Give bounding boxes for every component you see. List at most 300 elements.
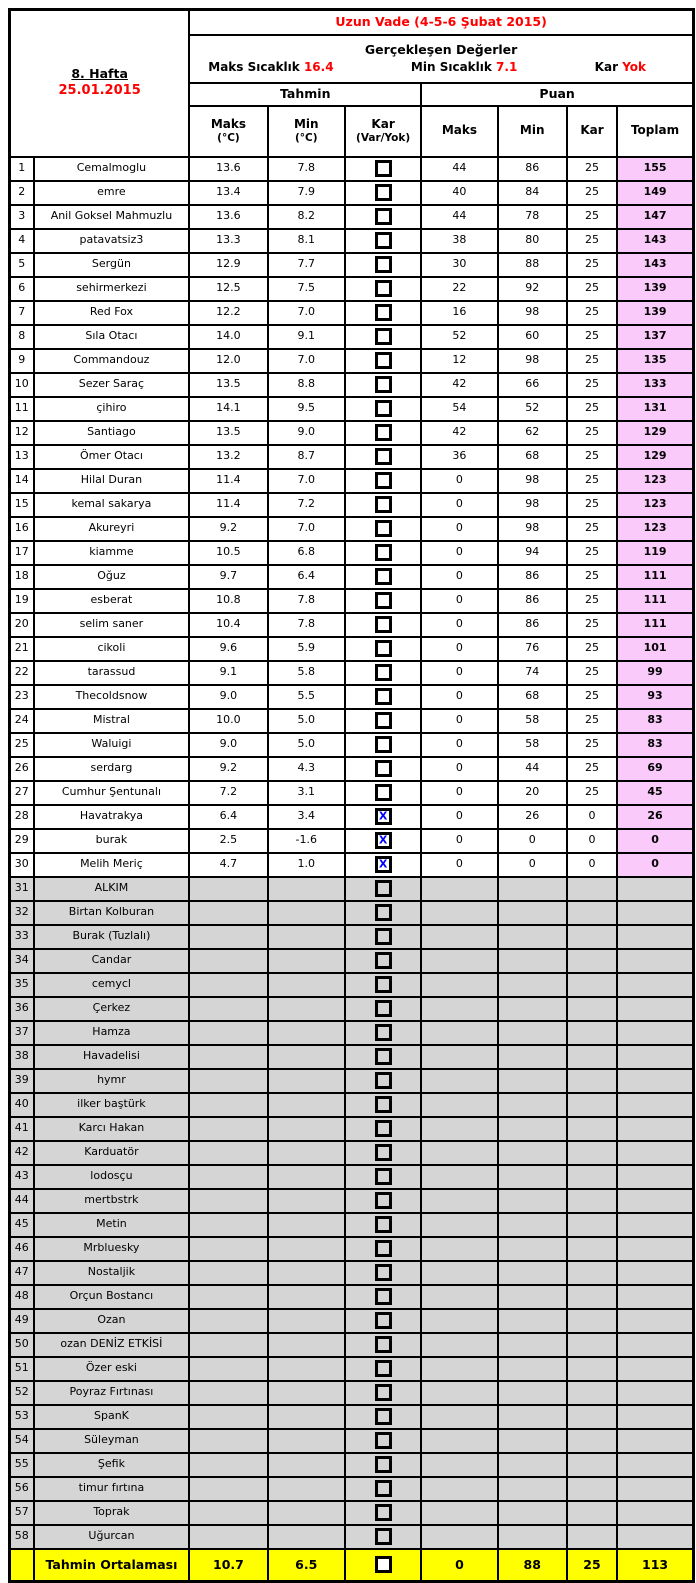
score-min-cell: 52 <box>498 397 567 421</box>
forecast-kar-cell <box>345 901 421 925</box>
kar-checkbox[interactable] <box>375 1096 392 1113</box>
kar-checkbox[interactable] <box>375 1072 392 1089</box>
col-header-forecast-maks: Maks (°C) <box>189 106 267 157</box>
table-row <box>10 709 694 733</box>
kar-checkbox[interactable] <box>375 1192 392 1209</box>
kar-checkbox[interactable] <box>375 1408 392 1425</box>
kar-checkbox[interactable] <box>375 952 392 969</box>
week-label: 8. Hafta <box>71 66 128 82</box>
forecast-maks-cell <box>189 1261 267 1285</box>
kar-checkbox[interactable] <box>375 760 392 777</box>
player-name-cell: Karduatör <box>34 1141 190 1165</box>
kar-checkbox[interactable] <box>375 1288 392 1305</box>
forecast-maks-cell <box>189 1093 267 1117</box>
toplam-cell <box>617 1141 693 1165</box>
forecast-kar-cell <box>345 517 421 541</box>
score-kar-cell <box>567 1453 617 1477</box>
forecast-kar-cell <box>345 733 421 757</box>
score-min-cell: 44 <box>498 757 567 781</box>
score-kar-cell: 25 <box>567 445 617 469</box>
score-min-cell: 86 <box>498 589 567 613</box>
score-kar-cell <box>567 1141 617 1165</box>
score-maks-cell: 0 <box>421 757 497 781</box>
rank-cell: 7 <box>10 301 34 325</box>
score-kar-cell <box>567 1021 617 1045</box>
score-kar-cell: 25 <box>567 685 617 709</box>
table-row <box>10 349 694 373</box>
toplam-cell: 83 <box>617 733 693 757</box>
actual-kar-value: Yok <box>622 60 646 75</box>
score-min-cell: 98 <box>498 301 567 325</box>
toplam-cell <box>617 1189 693 1213</box>
kar-checkbox[interactable] <box>375 640 392 657</box>
table-row <box>10 421 694 445</box>
kar-checkbox[interactable] <box>375 1240 392 1257</box>
table-row <box>10 877 694 901</box>
toplam-cell: 111 <box>617 565 693 589</box>
toplam-cell <box>617 1309 693 1333</box>
forecast-min-cell <box>268 1285 345 1309</box>
score-min-cell: 98 <box>498 469 567 493</box>
group-header-puan: Puan <box>421 83 693 106</box>
forecast-maks-cell: 9.1 <box>189 661 267 685</box>
kar-checkbox[interactable] <box>375 1264 392 1281</box>
forecast-kar-cell <box>345 493 421 517</box>
forecast-min-cell: 7.0 <box>268 469 345 493</box>
player-name-cell: Commandouz <box>34 349 190 373</box>
kar-checkbox[interactable] <box>375 928 392 945</box>
rank-cell: 15 <box>10 493 34 517</box>
forecast-min-cell: 1.0 <box>268 853 345 877</box>
toplam-cell <box>617 1405 693 1429</box>
kar-checkbox[interactable] <box>375 736 392 753</box>
group-header-tahmin: Tahmin <box>189 83 421 106</box>
forecast-kar-cell <box>345 1309 421 1333</box>
forecast-min-cell <box>268 1117 345 1141</box>
score-maks-cell <box>421 1213 497 1237</box>
forecast-min-cell <box>268 1477 345 1501</box>
toplam-cell <box>617 1045 693 1069</box>
forecast-maks-cell: 12.9 <box>189 253 267 277</box>
kar-checkbox[interactable] <box>375 520 392 537</box>
score-kar-cell: 25 <box>567 205 617 229</box>
forecast-min-cell <box>268 925 345 949</box>
score-maks-cell <box>421 1525 497 1549</box>
kar-checkbox[interactable] <box>375 976 392 993</box>
rank-cell: 29 <box>10 829 34 853</box>
toplam-cell: 143 <box>617 253 693 277</box>
toplam-cell: 101 <box>617 637 693 661</box>
actuals-title: Gerçekleşen Değerler <box>364 41 518 57</box>
score-min-cell: 94 <box>498 541 567 565</box>
toplam-cell <box>617 1501 693 1525</box>
rank-cell: 34 <box>10 949 34 973</box>
forecast-maks-cell: 9.2 <box>189 757 267 781</box>
score-kar-cell: 25 <box>567 733 617 757</box>
score-min-cell <box>498 901 567 925</box>
toplam-cell <box>617 973 693 997</box>
kar-checkbox[interactable] <box>375 1480 392 1497</box>
score-maks-cell <box>421 997 497 1021</box>
toplam-cell: 135 <box>617 349 693 373</box>
forecast-kar-cell <box>345 853 421 877</box>
rank-cell: 56 <box>10 1477 34 1501</box>
player-name-cell: Şefik <box>34 1453 190 1477</box>
score-min-cell <box>498 1069 567 1093</box>
table-row <box>10 829 694 853</box>
score-min-cell <box>498 1021 567 1045</box>
player-name-cell: Melih Meriç <box>34 853 190 877</box>
kar-checkbox[interactable] <box>375 1384 392 1401</box>
forecast-maks-cell: 13.6 <box>189 157 267 181</box>
score-min-cell: 98 <box>498 349 567 373</box>
forecast-maks-cell: 12.0 <box>189 349 267 373</box>
rank-cell: 2 <box>10 181 34 205</box>
kar-checkbox[interactable] <box>375 544 392 561</box>
forecast-kar-cell <box>345 877 421 901</box>
table-row <box>10 157 694 181</box>
score-maks-cell <box>421 1045 497 1069</box>
forecast-kar-cell <box>345 1165 421 1189</box>
score-maks-cell: 0 <box>421 637 497 661</box>
kar-checkbox[interactable] <box>375 1528 392 1545</box>
col-header-score-kar: Kar <box>567 106 617 157</box>
forecast-maks-cell: 10.4 <box>189 613 267 637</box>
toplam-cell: 131 <box>617 397 693 421</box>
kar-checkbox[interactable] <box>375 1216 392 1233</box>
kar-checkbox[interactable] <box>375 1336 392 1353</box>
score-maks-cell: 0 <box>421 493 497 517</box>
kar-checkbox[interactable] <box>375 904 392 921</box>
forecast-kar-cell <box>345 1357 421 1381</box>
rank-cell: 47 <box>10 1261 34 1285</box>
table-row <box>10 1093 694 1117</box>
forecast-maks-cell: 13.3 <box>189 229 267 253</box>
kar-checkbox[interactable] <box>375 808 392 825</box>
kar-checkbox[interactable] <box>375 856 392 873</box>
toplam-cell: 119 <box>617 541 693 565</box>
kar-checkbox[interactable] <box>375 1360 392 1377</box>
kar-checkbox[interactable] <box>375 280 392 297</box>
kar-checkbox[interactable] <box>375 304 392 321</box>
player-name-cell: cikoli <box>34 637 190 661</box>
forecast-min-cell: 7.5 <box>268 277 345 301</box>
score-kar-cell <box>567 997 617 1021</box>
forecast-maks-cell: 13.5 <box>189 421 267 445</box>
kar-checkbox[interactable] <box>375 1556 392 1573</box>
kar-x-mark: X <box>378 857 388 871</box>
forecast-min-cell: 7.0 <box>268 349 345 373</box>
score-kar-cell <box>567 973 617 997</box>
table-row <box>10 517 694 541</box>
kar-checkbox[interactable] <box>375 1144 392 1161</box>
average-forecast-min: 6.5 <box>268 1549 345 1582</box>
forecast-kar-cell <box>345 397 421 421</box>
score-kar-cell: 25 <box>567 517 617 541</box>
table-row <box>10 757 694 781</box>
toplam-cell <box>617 877 693 901</box>
average-forecast-maks: 10.7 <box>189 1549 267 1582</box>
kar-checkbox[interactable] <box>375 448 392 465</box>
table-row <box>10 853 694 877</box>
rank-cell: 52 <box>10 1381 34 1405</box>
kar-checkbox[interactable] <box>375 1456 392 1473</box>
rank-cell: 24 <box>10 709 34 733</box>
player-name-cell: ilker baştürk <box>34 1093 190 1117</box>
player-name-cell: Anil Goksel Mahmuzlu <box>34 205 190 229</box>
score-kar-cell: 25 <box>567 565 617 589</box>
forecast-maks-cell <box>189 1213 267 1237</box>
player-name-cell: Çerkez <box>34 997 190 1021</box>
kar-checkbox[interactable] <box>375 376 392 393</box>
score-min-cell: 86 <box>498 565 567 589</box>
score-maks-cell: 16 <box>421 301 497 325</box>
forecast-min-cell <box>268 1357 345 1381</box>
kar-checkbox[interactable] <box>375 712 392 729</box>
score-min-cell: 0 <box>498 853 567 877</box>
toplam-cell <box>617 1333 693 1357</box>
rank-cell: 3 <box>10 205 34 229</box>
kar-checkbox[interactable] <box>375 1504 392 1521</box>
kar-checkbox[interactable] <box>375 1000 392 1017</box>
kar-checkbox[interactable] <box>375 1168 392 1185</box>
score-min-cell: 88 <box>498 253 567 277</box>
toplam-cell: 111 <box>617 589 693 613</box>
forecast-maks-cell: 6.4 <box>189 805 267 829</box>
forecast-min-cell: 7.8 <box>268 613 345 637</box>
score-maks-cell: 0 <box>421 829 497 853</box>
rank-cell: 51 <box>10 1357 34 1381</box>
table-row <box>10 1285 694 1309</box>
forecast-kar-cell <box>345 1261 421 1285</box>
col-header-score-maks: Maks <box>421 106 497 157</box>
score-min-cell: 78 <box>498 205 567 229</box>
kar-checkbox[interactable] <box>375 352 392 369</box>
toplam-cell <box>617 1069 693 1093</box>
score-min-cell: 26 <box>498 805 567 829</box>
kar-checkbox[interactable] <box>375 688 392 705</box>
kar-checkbox[interactable] <box>375 160 392 177</box>
player-name-cell: Havadelisi <box>34 1045 190 1069</box>
average-toplam: 113 <box>617 1549 693 1582</box>
kar-checkbox[interactable] <box>375 232 392 249</box>
forecast-min-cell <box>268 1405 345 1429</box>
kar-checkbox[interactable] <box>375 400 392 417</box>
score-kar-cell <box>567 1069 617 1093</box>
forecast-maks-cell: 9.0 <box>189 733 267 757</box>
forecast-kar-cell <box>345 1069 421 1093</box>
forecast-maks-cell: 13.5 <box>189 373 267 397</box>
table-row <box>10 205 694 229</box>
kar-checkbox[interactable] <box>375 496 392 513</box>
score-min-cell <box>498 997 567 1021</box>
kar-checkbox[interactable] <box>375 1048 392 1065</box>
forecast-min-cell: 5.0 <box>268 709 345 733</box>
score-min-cell <box>498 1309 567 1333</box>
forecast-kar-cell <box>345 325 421 349</box>
forecast-min-cell: 7.0 <box>268 517 345 541</box>
rank-cell: 48 <box>10 1285 34 1309</box>
average-row <box>10 1549 694 1582</box>
kar-checkbox[interactable] <box>375 184 392 201</box>
table-row <box>10 589 694 613</box>
score-maks-cell: 0 <box>421 541 497 565</box>
score-maks-cell <box>421 1501 497 1525</box>
table-row <box>10 445 694 469</box>
kar-checkbox[interactable] <box>375 1312 392 1329</box>
score-maks-cell <box>421 1453 497 1477</box>
score-min-cell: 80 <box>498 229 567 253</box>
score-kar-cell: 25 <box>567 373 617 397</box>
score-min-cell <box>498 925 567 949</box>
forecast-kar-cell <box>345 973 421 997</box>
rank-cell: 20 <box>10 613 34 637</box>
kar-checkbox[interactable] <box>375 592 392 609</box>
forecast-min-cell: 7.2 <box>268 493 345 517</box>
forecast-min-cell: 3.1 <box>268 781 345 805</box>
score-maks-cell: 0 <box>421 733 497 757</box>
forecast-kar-cell <box>345 613 421 637</box>
score-maks-cell <box>421 1309 497 1333</box>
score-maks-cell <box>421 925 497 949</box>
score-min-cell: 66 <box>498 373 567 397</box>
score-maks-cell <box>421 1165 497 1189</box>
score-maks-cell: 40 <box>421 181 497 205</box>
toplam-cell: 99 <box>617 661 693 685</box>
kar-checkbox[interactable] <box>375 784 392 801</box>
player-name-cell: Cumhur Şentunalı <box>34 781 190 805</box>
score-kar-cell <box>567 1261 617 1285</box>
toplam-cell <box>617 1453 693 1477</box>
forecast-min-cell <box>268 1021 345 1045</box>
table-row <box>10 1357 694 1381</box>
table-row <box>10 181 694 205</box>
score-kar-cell: 25 <box>567 469 617 493</box>
forecast-maks-cell: 10.5 <box>189 541 267 565</box>
rank-cell: 23 <box>10 685 34 709</box>
forecast-maks-cell <box>189 1237 267 1261</box>
score-maks-cell: 0 <box>421 589 497 613</box>
table-row <box>10 1045 694 1069</box>
kar-checkbox[interactable] <box>375 208 392 225</box>
rank-cell: 31 <box>10 877 34 901</box>
forecast-min-cell <box>268 949 345 973</box>
toplam-cell: 149 <box>617 181 693 205</box>
forecast-kar-cell <box>345 1477 421 1501</box>
toplam-cell: 147 <box>617 205 693 229</box>
forecast-min-cell: 5.0 <box>268 733 345 757</box>
forecast-maks-cell <box>189 1405 267 1429</box>
kar-checkbox[interactable] <box>375 616 392 633</box>
kar-checkbox[interactable] <box>375 328 392 345</box>
table-row <box>10 973 694 997</box>
kar-checkbox[interactable] <box>375 880 392 897</box>
forecast-min-cell: 9.1 <box>268 325 345 349</box>
score-maks-cell <box>421 1237 497 1261</box>
forecast-kar-cell <box>345 301 421 325</box>
toplam-cell: 123 <box>617 469 693 493</box>
score-kar-cell <box>567 949 617 973</box>
player-name-cell: Nostaljik <box>34 1261 190 1285</box>
table-row <box>10 1405 694 1429</box>
rank-cell: 25 <box>10 733 34 757</box>
forecast-kar-cell <box>345 229 421 253</box>
player-name-cell: Cemalmoglu <box>34 157 190 181</box>
score-kar-cell <box>567 1045 617 1069</box>
kar-checkbox[interactable] <box>375 1120 392 1137</box>
forecast-maks-cell <box>189 1333 267 1357</box>
kar-checkbox[interactable] <box>375 1432 392 1449</box>
score-min-cell <box>498 1213 567 1237</box>
score-maks-cell: 42 <box>421 421 497 445</box>
forecast-maks-cell: 10.8 <box>189 589 267 613</box>
score-min-cell: 74 <box>498 661 567 685</box>
forecast-maks-cell: 12.2 <box>189 301 267 325</box>
player-name-cell: ozan DENİZ ETKİSİ <box>34 1333 190 1357</box>
player-name-cell: Oğuz <box>34 565 190 589</box>
forecast-maks-cell: 4.7 <box>189 853 267 877</box>
player-name-cell: Süleyman <box>34 1429 190 1453</box>
forecast-kar-cell <box>345 565 421 589</box>
average-label: Tahmin Ortalaması <box>34 1549 190 1582</box>
kar-checkbox[interactable] <box>375 832 392 849</box>
kar-checkbox[interactable] <box>375 472 392 489</box>
col-header-forecast-kar: Kar (Var/Yok) <box>345 106 421 157</box>
forecast-maks-cell <box>189 1117 267 1141</box>
score-maks-cell: 42 <box>421 373 497 397</box>
player-rows <box>10 157 694 1549</box>
player-name-cell: Mrbluesky <box>34 1237 190 1261</box>
rank-cell: 35 <box>10 973 34 997</box>
score-min-cell: 68 <box>498 685 567 709</box>
table-row <box>10 733 694 757</box>
score-maks-cell: 52 <box>421 325 497 349</box>
forecast-table <box>8 8 695 1583</box>
col-header-forecast-min: Min (°C) <box>268 106 345 157</box>
score-maks-cell: 44 <box>421 157 497 181</box>
score-maks-cell <box>421 973 497 997</box>
player-name-cell: Burak (Tuzlalı) <box>34 925 190 949</box>
score-maks-cell: 0 <box>421 781 497 805</box>
forecast-min-cell <box>268 1237 345 1261</box>
forecast-maks-cell <box>189 1045 267 1069</box>
kar-checkbox[interactable] <box>375 424 392 441</box>
forecast-maks-cell <box>189 1525 267 1549</box>
kar-checkbox[interactable] <box>375 568 392 585</box>
player-name-cell: Toprak <box>34 1501 190 1525</box>
score-min-cell <box>498 1477 567 1501</box>
score-kar-cell: 25 <box>567 541 617 565</box>
rank-cell: 13 <box>10 445 34 469</box>
kar-checkbox[interactable] <box>375 1024 392 1041</box>
kar-checkbox[interactable] <box>375 664 392 681</box>
forecast-maks-cell <box>189 1309 267 1333</box>
player-name-cell: Metin <box>34 1213 190 1237</box>
table-row <box>10 565 694 589</box>
toplam-cell: 0 <box>617 829 693 853</box>
forecast-min-cell: 7.8 <box>268 589 345 613</box>
forecast-min-cell: 3.4 <box>268 805 345 829</box>
kar-checkbox[interactable] <box>375 256 392 273</box>
forecast-kar-cell <box>345 349 421 373</box>
score-maks-cell <box>421 1429 497 1453</box>
score-maks-cell: 0 <box>421 517 497 541</box>
rank-cell: 43 <box>10 1165 34 1189</box>
col-header-score-min: Min <box>498 106 567 157</box>
player-name-cell: serdarg <box>34 757 190 781</box>
score-maks-cell <box>421 1069 497 1093</box>
score-min-cell <box>498 1357 567 1381</box>
